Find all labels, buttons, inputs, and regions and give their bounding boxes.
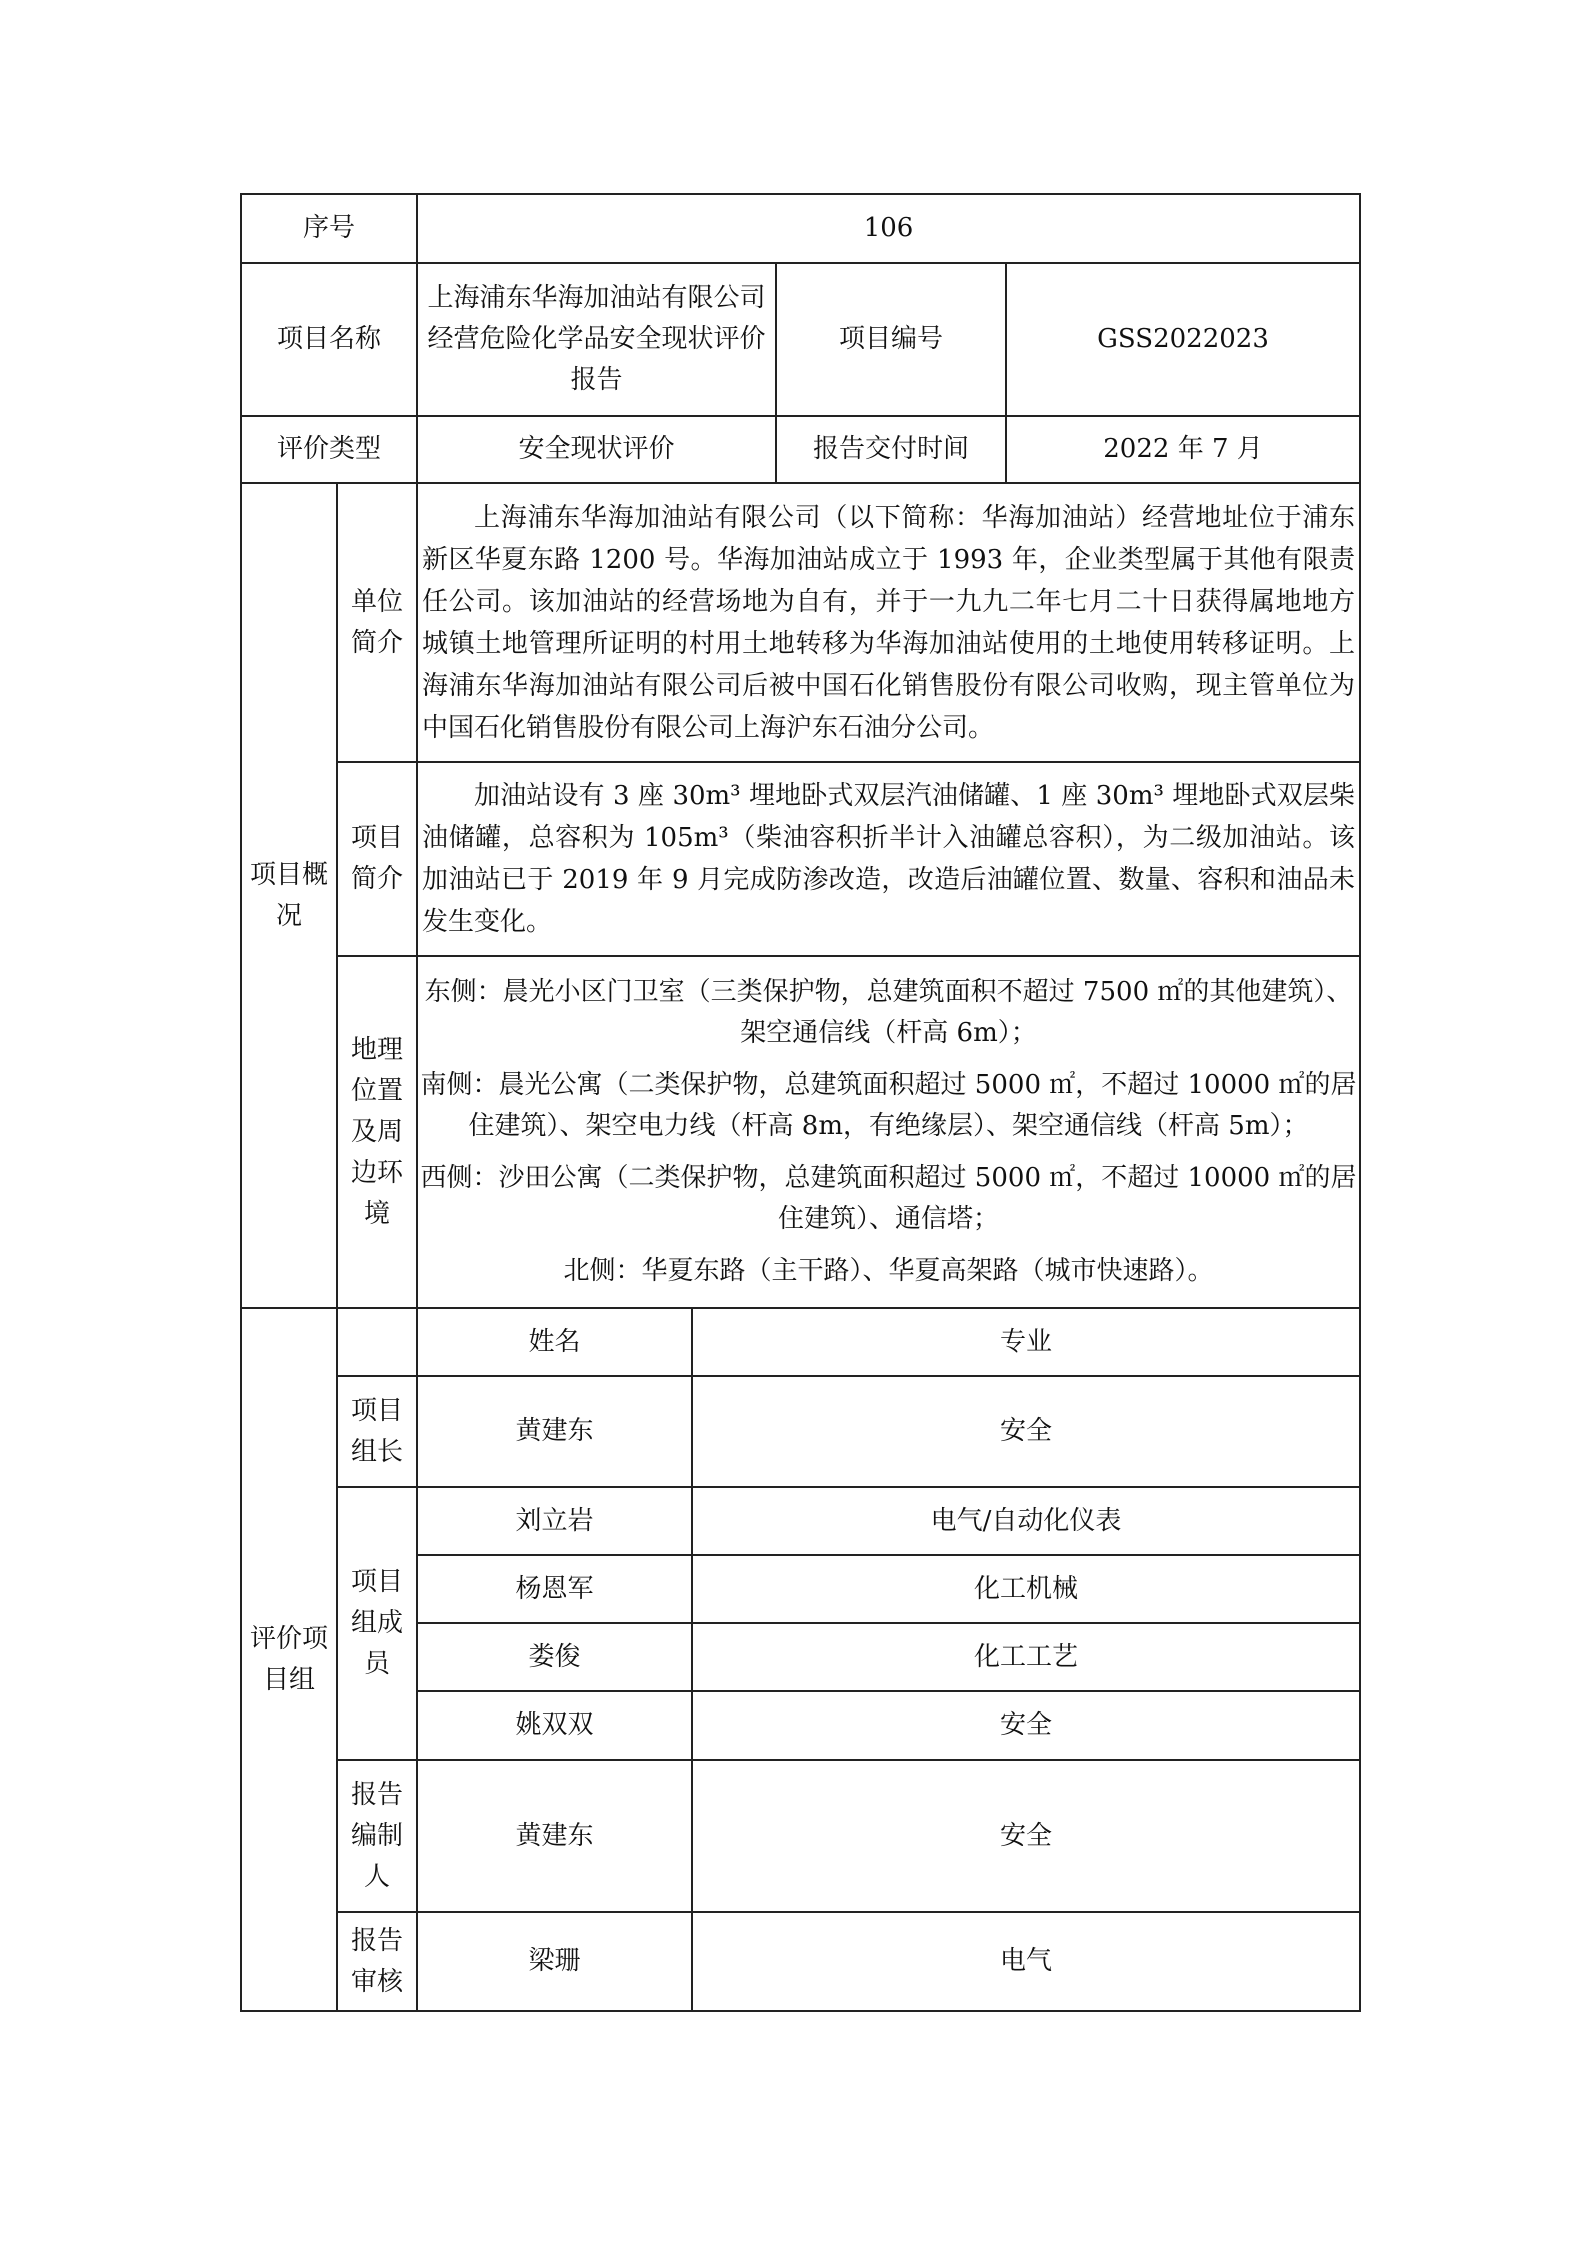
delivery-time-value: 2022 年 7 月 (1006, 416, 1360, 483)
member-major: 电气/自动化仪表 (692, 1487, 1360, 1555)
project-intro-label: 项目简介 (337, 762, 417, 956)
evaluation-form (240, 193, 1359, 2012)
geo-south: 南侧：晨光公寓（二类保护物，总建筑面积超过 5000 ㎡，不超过 10000 ㎡的居住建筑）、架空电力线（杆高 8m，有绝缘层）、架空通信线（杆高 5m）； (420, 1070, 1357, 1141)
serial-value: 106 (417, 194, 1360, 263)
geo-east: 东侧：晨光小区门卫室（三类保护物，总建筑面积不超过 7500 ㎡的其他建筑）、架空通信线（杆高 6m）； (424, 977, 1353, 1048)
member-name: 娄俊 (417, 1623, 692, 1691)
unit-intro-text (417, 483, 1360, 762)
team-header-blank (337, 1308, 417, 1376)
geo-west: 西侧：沙田公寓（二类保护物，总建筑面积超过 5000 ㎡，不超过 10000 ㎡的居住建筑）、通信塔； (420, 1163, 1357, 1234)
member-name: 刘立岩 (417, 1487, 692, 1555)
compiler-major: 安全 (692, 1760, 1360, 1912)
col-name-header: 姓名 (417, 1308, 692, 1376)
team-section-label: 评价项目组 (241, 1308, 337, 2011)
eval-type-label: 评价类型 (241, 416, 417, 483)
delivery-time-label: 报告交付时间 (776, 416, 1006, 483)
leader-label: 项目组长 (337, 1376, 417, 1487)
members-label: 项目组成员 (337, 1487, 417, 1760)
geo-label: 地理位置及周边环境 (337, 956, 417, 1308)
member-major: 安全 (692, 1691, 1360, 1760)
geo-text (417, 956, 1360, 1308)
unit-intro-label: 单位简介 (337, 483, 417, 762)
compiler-name: 黄建东 (417, 1760, 692, 1912)
project-name-label: 项目名称 (241, 263, 417, 416)
member-major: 化工工艺 (692, 1623, 1360, 1691)
project-intro-paragraph: 加油站设有 3 座 30m³ 埋地卧式双层汽油储罐、1 座 30m³ 埋地卧式双层柴油储罐，总容积为 105m³（柴油容积折半计入油罐总容积），为二级加油站。该加油站已于 2019 年 9 月完成防渗改造，改造后油罐位置、数量、容积和油品未发生变化。 (422, 781, 1356, 937)
reviewer-major: 电气 (692, 1912, 1360, 2011)
reviewer-label: 报告审核 (337, 1912, 417, 2011)
geo-north: 北侧：华夏东路（主干路）、华夏高架路（城市快速路）。 (563, 1256, 1214, 1286)
member-major: 化工机械 (692, 1555, 1360, 1623)
member-name: 姚双双 (417, 1691, 692, 1760)
project-intro-text (417, 762, 1360, 956)
serial-label: 序号 (241, 194, 417, 263)
member-name: 杨恩军 (417, 1555, 692, 1623)
overview-section-label: 项目概况 (241, 483, 337, 1308)
project-info-table (240, 193, 1361, 2012)
leader-name: 黄建东 (417, 1376, 692, 1487)
eval-type-value: 安全现状评价 (417, 416, 776, 483)
reviewer-name: 梁珊 (417, 1912, 692, 2011)
project-name-value: 上海浦东华海加油站有限公司经营危险化学品安全现状评价报告 (417, 263, 776, 416)
project-no-label: 项目编号 (776, 263, 1006, 416)
leader-major: 安全 (692, 1376, 1360, 1487)
unit-intro-paragraph: 上海浦东华海加油站有限公司（以下简称：华海加油站）经营地址位于浦东新区华夏东路 1200 号。华海加油站成立于 1993 年，企业类型属于其他有限责任公司。该加油站的经营场地为自有，并于一九九二年七月二十日获得属地地方城镇土地管理所证明的村用土地转移为华海加油站使用的土地使用转移证明。上海浦东华海加油站有限公司后被中国石化销售股份有限公司收购，现主管单位为中国石化销售股份有限公司上海沪东石油分公司。 (422, 502, 1356, 743)
project-no-value: GSS2022023 (1006, 263, 1360, 416)
col-major-header: 专业 (692, 1308, 1360, 1376)
compiler-label: 报告编制人 (337, 1760, 417, 1912)
